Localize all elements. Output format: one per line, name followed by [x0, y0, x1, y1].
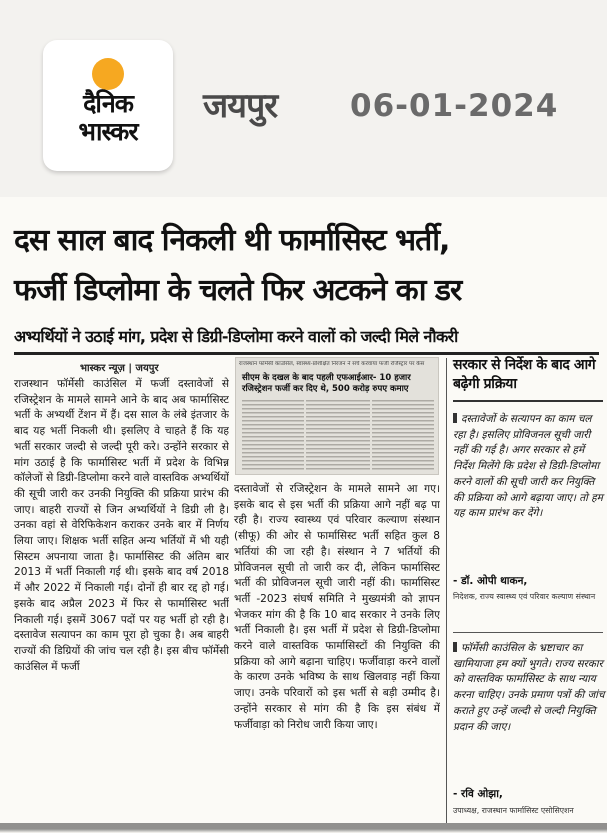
inset-topline: राजस्थान फॉर्मेसी काउंसिल, स्वास्थ्य-प्रशिक्षित निरंजन ने सर्च करवाया फर्जी रजिस्ट्रार पर केस	[239, 361, 425, 367]
quote-1-attribution-title: निदेशक, राज्य स्वास्थ्य एवं परिवार कल्याण संस्थान	[453, 592, 596, 601]
inset-clipping	[235, 357, 439, 475]
subheadline: अभ्यर्थियों ने उठाई मांग, प्रदेश से डिग्री-डिप्लोमा करने वालों को जल्दी मिले नौकरी	[14, 327, 458, 346]
headline-line-1: दस साल बाद निकली थी फार्मासिस्ट भर्ती,	[14, 223, 450, 258]
article-column-middle: दस्तावेजों से रजिस्ट्रेशन के मामले सामने आ गए। इसके बाद से इस भर्ती की प्रक्रिया आगे नहीं बढ़ पा रही है। राज्य स्वास्थ्य एवं परिवार कल्याण संस्थान (सीफू) की ओर से फार्मासिस्ट भर्ती सहित कुल 8 भर्तियां की जा रही है। संस्थान ने 7 भर्तियों की प्रोविजनल सूची तो जारी कर दी, लेकिन फार्मासिस्ट भर्ती की प्रोविजनल सूची जारी नहीं की। फार्मासिस्ट भर्ती -2023 संघर्ष समिति ने मुख्यमंत्री को ज्ञापन भेजकर मांग की है कि 10 बाद सरकार ने उनके लिए भर्ती निकाली है। इस भर्ती में प्रदेश से डिग्री-डिप्लोमा करने वाले वास्तविक फार्मासिस्टों की नियुक्ति की प्रक्रिया को आगे बढ़ाना चाहिए। फर्जीवाड़ा करने वालों के कारण उनके भविष्य के साथ खिलवाड़ नहीं किया जाए। उनके परिवारों को इस भर्ती से बड़ी उम्मीद है। उन्होंने सरकार से मांग की है कि इस संबंध में फर्जीवाड़ा को निरोध जारी किया जाए।	[234, 483, 440, 731]
sidebar-heading-rule	[453, 400, 603, 402]
headline-divider	[14, 352, 599, 355]
inset-column-gap	[304, 400, 306, 472]
logo-text-line1: दैनिक	[83, 89, 133, 118]
byline: भास्कर न्यूज़ | जयपुर	[80, 363, 159, 374]
sidebar-quote-1-text: दस्तावेजों के सत्यापन का काम चल रहा है। इसलिए प्रोविजनल सूची जारी नहीं की गई है। अगर सरकार से हमें निर्देश मिलेंगे कि प्रदेश से डिग्री-डिप्लोमा करने वालों की सूची जारी कर नियुक्ति की प्रक्रिया को आगे बढ़ाया जाए। तो हम यह काम प्रारंभ कर देंगे।	[453, 413, 603, 520]
quote-marker-icon	[453, 642, 457, 652]
newspaper-logo	[43, 40, 173, 171]
next-article-edge	[0, 823, 607, 833]
sidebar-quote-1	[453, 412, 605, 522]
sidebar-separator	[453, 632, 603, 633]
quote-1-attribution: - डॉ. ओपी थाकन,	[453, 575, 528, 587]
logo-text-line2: भास्कर	[78, 117, 138, 146]
sun-icon	[92, 58, 124, 90]
inset-body-text	[242, 400, 434, 472]
headline-line-2: फर्जी डिप्लोमा के चलते फिर अटकने का डर	[14, 273, 462, 308]
quote-2-attribution: - रवि ओझा,	[453, 788, 503, 800]
sidebar-quote-2-text: फॉर्मेसी काउंसिल के भ्रष्टाचार का खामियाजा हम क्यों भुगते। राज्य सरकार को वास्तविक फार्मासिस्ट के साथ न्याय करना चाहिए। उनके प्रमाण पत्रों की जांच कराते हुए उन्हें जल्दी से जल्दी नियुक्ति प्रदान की जाए।	[453, 642, 605, 733]
edition-city: जयपुर	[203, 86, 278, 126]
sidebar-quote-2	[453, 641, 605, 735]
quote-2-attribution-title: उपाध्यक्ष, राजस्थान फार्मासिस्ट एसोसिएशन	[453, 806, 574, 815]
column-divider	[446, 358, 447, 823]
sidebar-heading: सरकार से निर्देश के बाद आगे बढ़ेगी प्रक्रिया	[453, 357, 596, 392]
quote-marker-icon	[453, 413, 457, 423]
article-column-left: राजस्थान फॉर्मेसी काउंसिल में फर्जी दस्तावेजों से रजिस्ट्रेशन के मामले सामने आने के बाद अब फार्मासिस्ट भर्ती के अभ्यर्थी टेंशन में हैं। दस साल के लंबे इंतजार के बाद यह भर्ती निकली थी। इसलिए वे चाहते हैं कि यह भर्ती सरकार जल्दी से जल्दी पूरी करे। उन्होंने सरकार से मांग उठाई है कि फार्मासिस्ट भर्ती में प्रदेश के विभिन्न कॉलेजों से डिग्री-डिप्लोमा करने वाले वास्तविक अभ्यर्थियों की सूची जारी कर उनकी नियुक्ति की प्रक्रिया प्रारंभ की जाए। बाहरी राज्यों से जिन अभ्यर्थियों ने डिग्री ली है। उनका वहां से वेरिफिकेशन कराकर उनके बार में निर्णय लिया जाए। शिक्षक भर्ती सहित अन्य भर्तियों में भी यही सिस्टम अपनाया जाता है। फार्मासिस्ट की अंतिम बार 2013 में भर्ती निकाली गई थी। इसके बाद वर्ष 2018 में और 2022 में निकाली गई। दोनों ही बार रद्द हो गई। इसके बाद अप्रैल 2023 में फिर से फार्मासिस्ट भर्ती निकाली गई। इसमें 3067 पदों पर यह भर्ती हो रही है। दस्तावेज सत्यापन का काम पूरा हो चुका है। अब बाहरी राज्यों की डिग्रियों की जांच चल रही है। इस बीच फॉर्मेसी काउंसिल में फर्जी	[14, 378, 229, 673]
edition-date: 06-01-2024	[350, 88, 559, 124]
inset-headline: सीएम के दखल के बाद पहली एफआईआर- 10 हजार रजिस्ट्रेशन फर्जी कर दिए थे, 500 करोड़ रुपए कमाए	[242, 373, 411, 394]
inset-column-gap	[370, 400, 372, 472]
